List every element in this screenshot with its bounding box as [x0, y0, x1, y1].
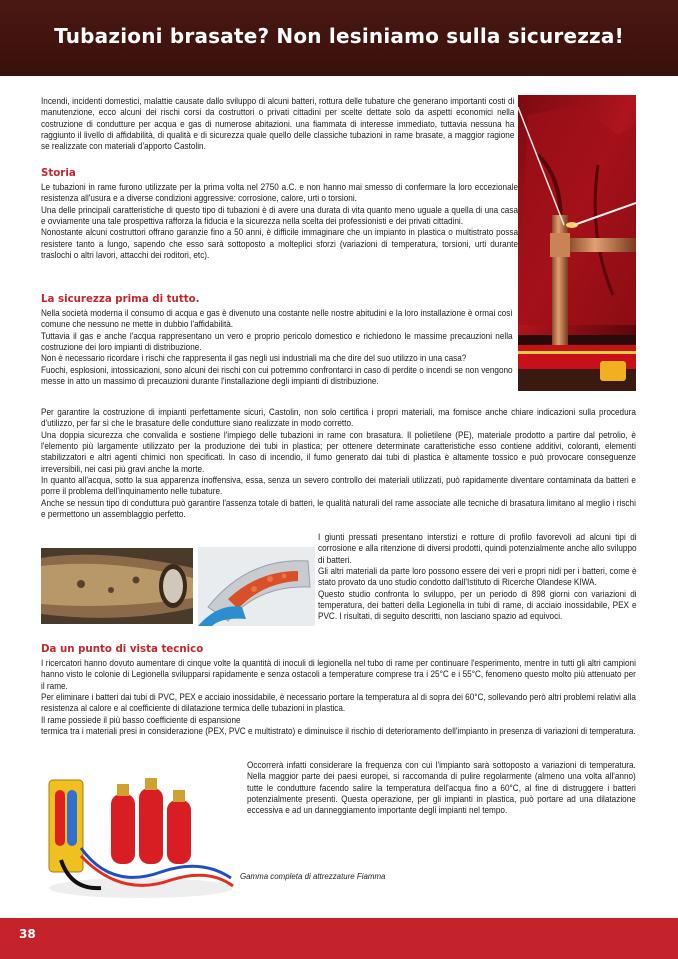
page-footer	[0, 918, 678, 959]
torch-kit-illustration	[41, 760, 237, 900]
page-header	[0, 0, 678, 76]
sicurezza-paragraph: Non è necessario ricordare i rischi che rappresenta il gas negli usi industriali ma che dire del suo utilizzo in una casa?	[41, 353, 467, 364]
sicurezza-paragraph: Anche se nessun tipo di conduttura può garantire l'assenza totale di batteri, le qualità naturali del rame associate alle tecniche di brasatura limitano al meglio i rischi e permettono un assemblaggio perfetto.	[41, 497, 636, 520]
sicurezza-paragraph: Una doppia sicurezza che convalida e sostiene l'impiego delle tubazioni in rame con brasatura. Il polietilene (PE), materiale prodotto a partire dal petrolio, è l'elemento più largamente utilizzato per la produzione dei tubi in plastica; per ottenere determinate caratteristiche esso contiene additivi, coloranti, elementi stabilizzatori e altri agenti chimici non specificati. In caso di incendio, il fumo generato dai tubi di plastica è altamente tossico e può provocare conseguenze irreversibili, nei casi più gravi anche la morte.	[41, 429, 636, 474]
pipe-corrosion-illustration	[41, 548, 193, 624]
storia-text	[41, 182, 518, 261]
tecnico-paragraph: I ricercatori hanno dovuto aumentare di cinque volte la quantità di inoculi di legionella nel tubo di rame per continuare l'esperimento, mentre in tutti gli altri campioni hanno visto le colonie di Legionella svilupparsi rapidamente e senza ostacoli a temperature comprese tra i 25°C e i 55°C, fenomeno questo molto più attenuato per il rame.	[41, 658, 636, 691]
sicurezza-paragraph: Tuttavia il gas e anche l'acqua rappresentano un vero e proprio pericolo domestico e richiedono le massime precauzioni nella costruzione dei loro impianti di distribuzione.	[41, 330, 513, 353]
bacteria-pipe-illustration	[198, 547, 315, 626]
brazing-torch-illustration	[518, 95, 636, 391]
tecnico-paragraph: Occorrerà infatti considerare la frequenza con cui l'impianto sarà sottoposto a variazioni di temperatura. Nella maggior parte dei paesi europei, si raccomanda di pulire regolarmente (almeno una volta all'anno) tutte le condutture facendo salire la temperatura dell'acqua fino a 60°C, al fine di distruggere i batteri potenzialmente presenti. Questa operazione, per gli impianti in plastica, può portare ad una dilatazione eccessiva e ad un danneggiamento importante degli impianti nel tempo.	[247, 760, 636, 816]
page-title: Tubazioni brasate? Non lesiniamo sulla sicurezza!	[54, 24, 624, 48]
sicurezza-paragraph: Gli altri materiali da parte loro possono essere dei veri e propri nidi per i batteri, come è stato provato da uno studio condotto dall'Istituto di Ricerche Olandese KIWA.	[318, 566, 637, 588]
sicurezza-paragraph: Nella società moderna il consumo di acqua e gas è divenuto una costante nelle nostre abitudini e la loro installazione è ormai così comune che nessuno ne mette in dubbio l'affidabilità.	[41, 308, 513, 330]
torch-kit-photo	[41, 760, 237, 900]
storia-paragraph: Una delle principali caratteristiche di questo tipo di tubazioni è di avere una durata di vita quanto meno uguale a quella di una casa e ovviamente una tale prospettiva rafforza la fiducia e la sicurezza nella scelta dei professionisti e dei privati cittadini.	[41, 204, 518, 227]
tecnico-right-text	[247, 760, 636, 817]
sicurezza-paragraph: I giunti pressati presentano interstizi e rotture di profilo favorevoli ad alcuni tipi di corrosione e alla ritenzione di diversi prodotti, quindi potenzialmente anche allo sviluppo di batteri.	[318, 532, 637, 565]
sicurezza-wide-text	[41, 407, 636, 520]
storia-paragraph: Nonostante alcuni costruttori offrano garanzie fino a 50 anni, è difficile immaginare che un impianto in plastica o multistrato possa resistere tanto a lungo, sapendo che esso sarà sottoposto a molteplici sforzi (variazioni di temperatura, torsioni, urti durante traslochi o altri lavori, attacchi dei roditori, etc).	[41, 227, 518, 261]
intro-text	[41, 96, 514, 153]
sicurezza-paragraph: Fuochi, esplosioni, intossicazioni, sono alcuni dei rischi con cui potremmo confrontarci in caso di perdite o incendi se non vengono messe in atto un massimo di precauzioni durante l'installazione degli impianti di distribuzione.	[41, 364, 513, 387]
sicurezza-narrow-text	[41, 308, 513, 387]
sicurezza-right-text	[318, 532, 637, 623]
brazing-torch-photo	[518, 95, 636, 391]
tecnico-paragraph: Il rame possiede il più basso coefficiente di espansione	[41, 714, 241, 725]
storia-heading: Storia	[41, 166, 76, 179]
storia-paragraph: Le tubazioni in rame furono utilizzate per la prima volta nel 2750 a.C. e non hanno mai smesso di confermare la loro eccezionale resistenza all'usura e a diverse condizioni aggressive: corrosione, calore, urti o torsioni.	[41, 182, 518, 204]
pipe-corrosion-photo	[41, 548, 193, 624]
sicurezza-paragraph: In quanto all'acqua, sotto la sua apparenza inoffensiva, essa, senza un severo controllo dei materiali utilizzati, può rapidamente diventare contaminata da batteri e porre il problema dell'inquinamento nelle tubature.	[41, 475, 636, 497]
tecnico-paragraph: Per eliminare i batteri dai tubi di PVC, PEX e acciaio inossidabile, è necessario portare la temperatura al di sopra dei 60°C, sollevando però altri problemi relativi alla resistenza al calore e al coefficiente di dilatazione termica delle tubazioni in plastica.	[41, 692, 636, 714]
tecnico-paragraph: termica tra i materiali presi in considerazione (PEX, PVC e multistrato) e diminuisce il rischio di deterioramento dell'impianto in presenza di variazioni di temperatura.	[41, 726, 636, 737]
sicurezza-paragraph: Per garantire la costruzione di impianti perfettamente sicuri, Castolin, non solo certifica i propri materiali, ma fornisce anche chiare indicazioni sulla procedura d'utilizzo, per far sì che le brasature delle condutture siano realizzate in modo corretto.	[41, 407, 636, 429]
sicurezza-heading: La sicurezza prima di tutto.	[41, 292, 200, 305]
tecnico-heading: Da un punto di vista tecnico	[41, 642, 204, 655]
intro-paragraph: Incendi, incidenti domestici, malattie causate dallo sviluppo di alcuni batteri, rottura delle tubature che generano importanti costi di manutenzione, ecco alcuni dei rischi corsi da costruttori o privati cittadini per scelte dettate solo da aspetti economici nella costruzione di condutture per acqua e gas di numerose abitazioni. una fiammata di interesse immediato, tuttavia nessuna ha raggiunto il livello di affidabilità, di qualità e di sicurezza quale quello delle classiche tubazioni in rame brasate, a maggior ragione se realizzate con materiali d'apporto Castolin.	[41, 96, 515, 152]
photo-caption: Gamma completa di attrezzature Fiamma	[240, 871, 386, 881]
page-number: 38	[19, 927, 36, 941]
tecnico-text	[41, 658, 636, 737]
legionella-pipe-illustration	[198, 547, 315, 626]
sicurezza-paragraph: Questo studio confronta lo sviluppo, per un periodo di 898 giorni con variazioni di temperatura, dei batteri della Legionella in tubi di rame, di acciaio inossidabile, PEX e PVC. I risultati, di seguito descritti, non lasciano spazio ad equivoci.	[318, 588, 637, 622]
